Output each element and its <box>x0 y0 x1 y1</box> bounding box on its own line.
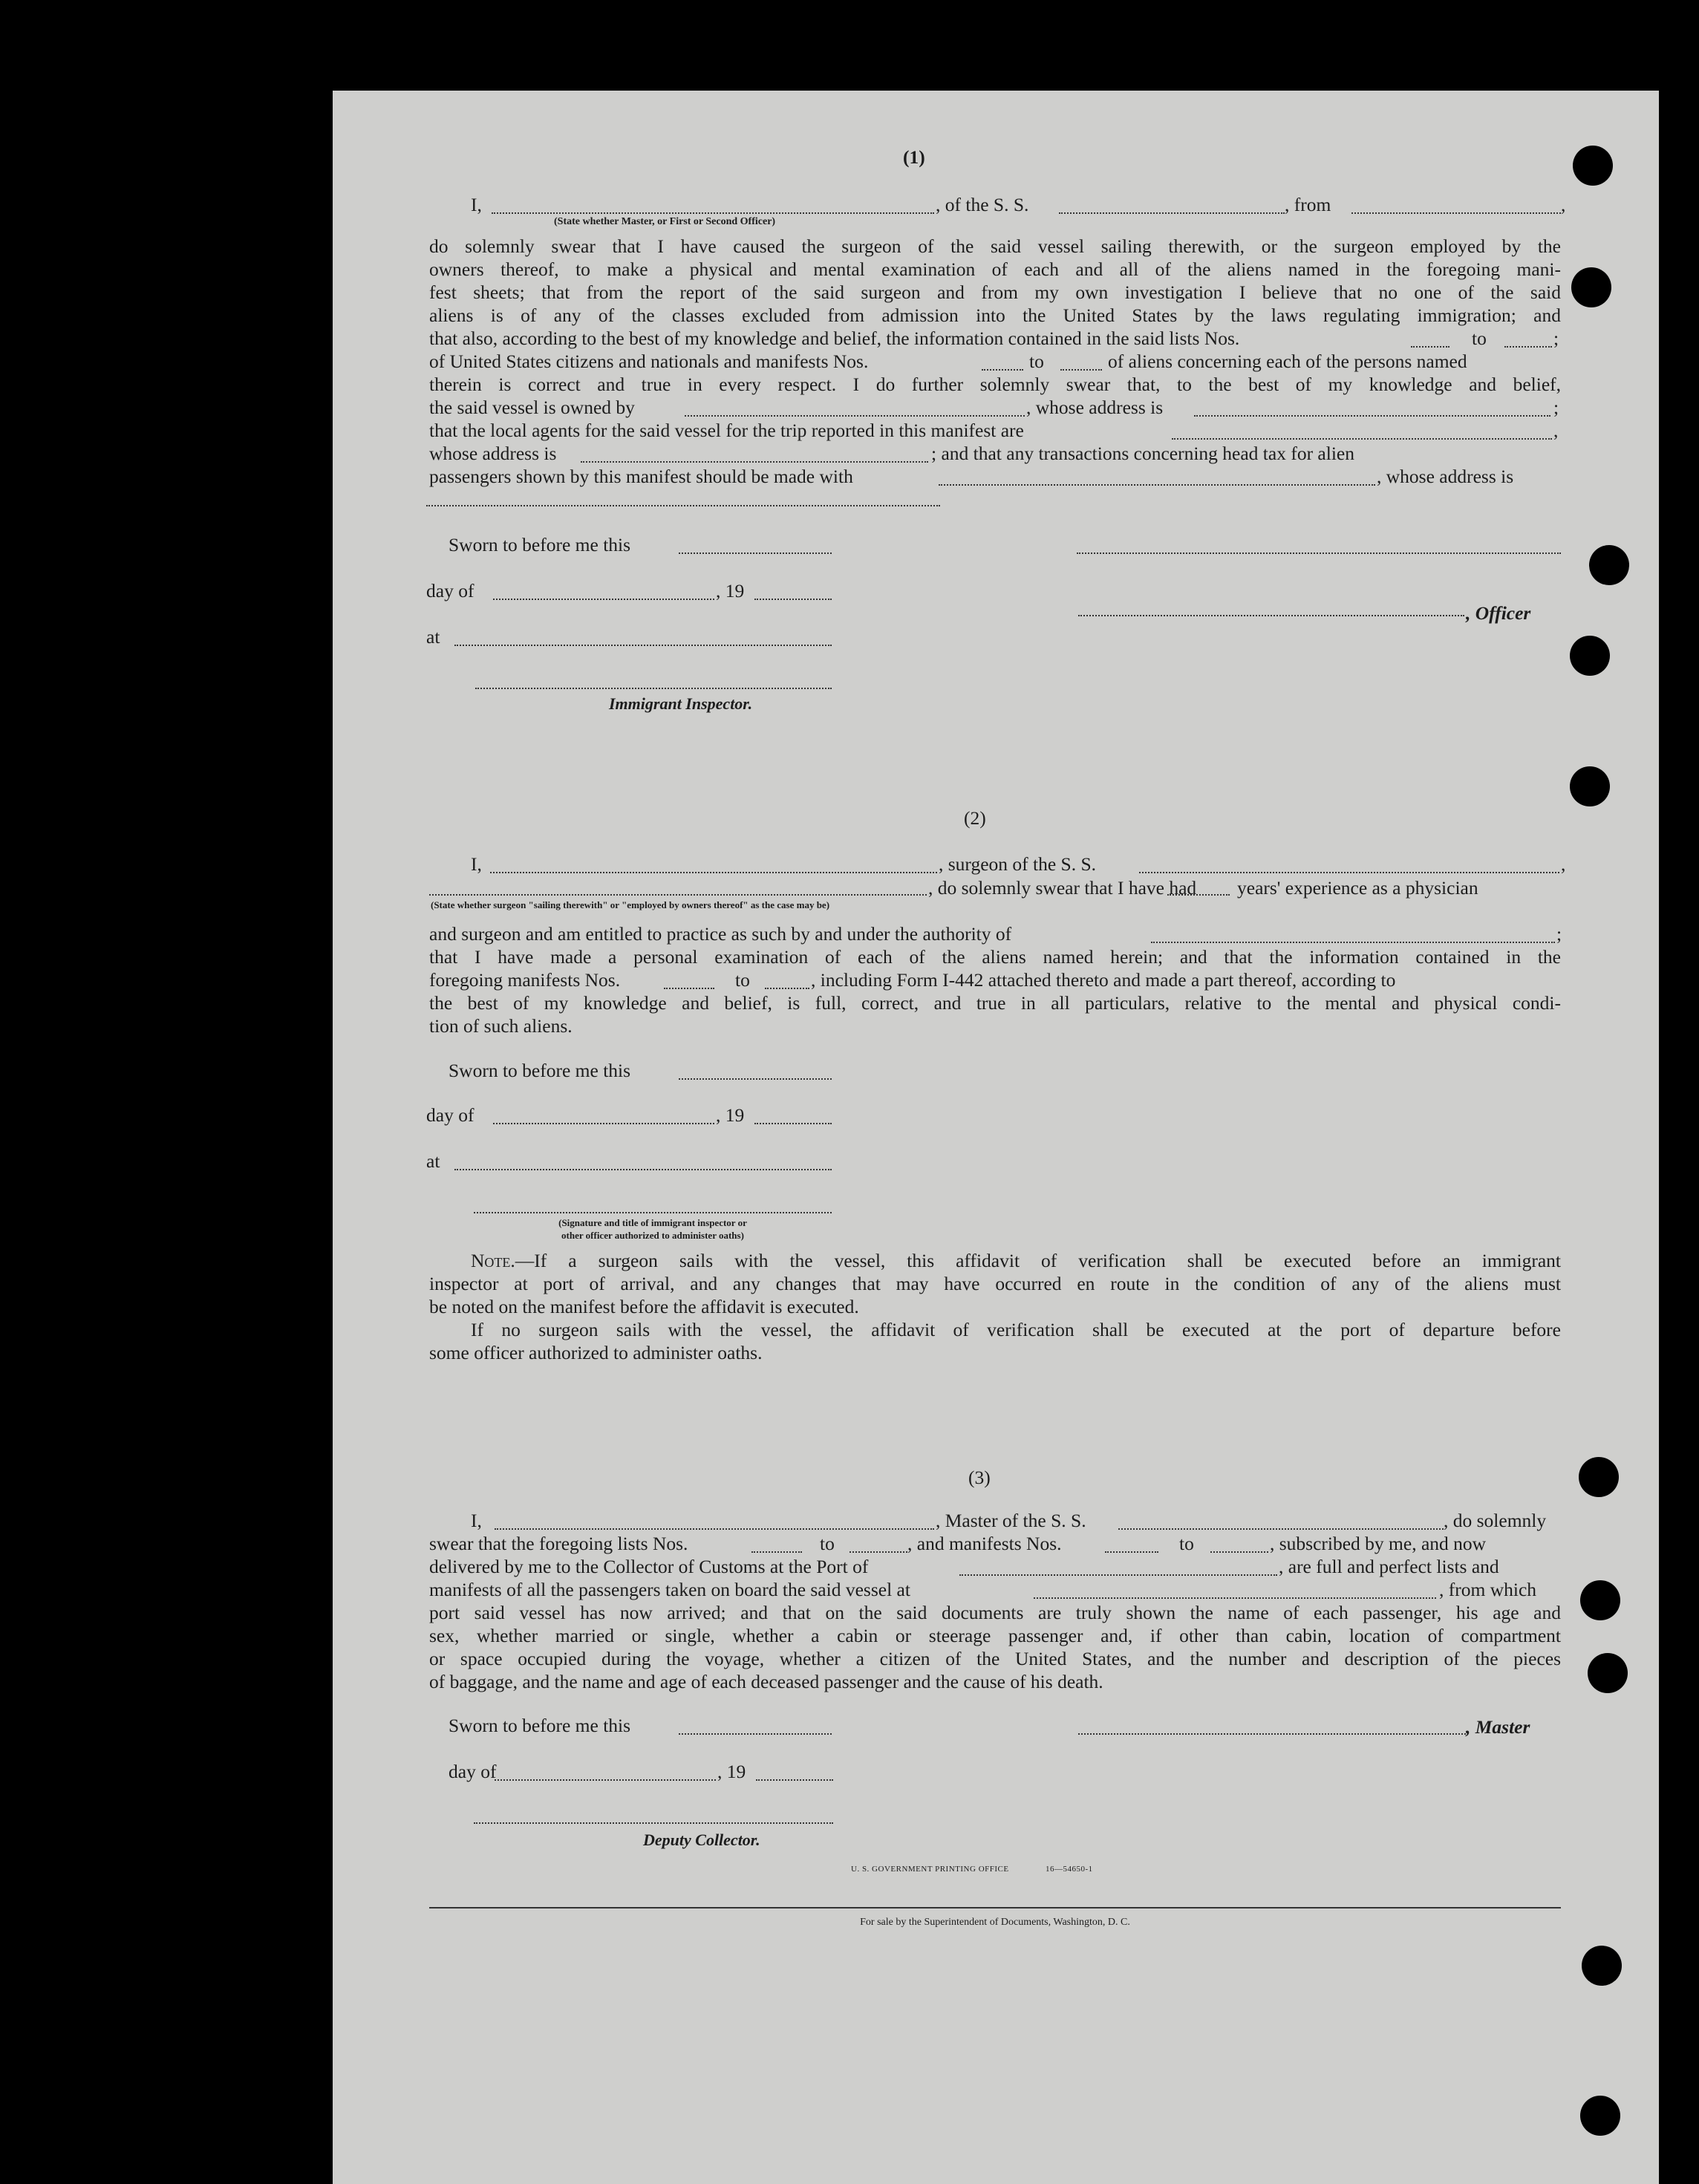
head-tax-address-blank[interactable] <box>426 505 940 506</box>
officer-title-blank[interactable] <box>1078 615 1464 616</box>
year-label: , 19 <box>716 1104 745 1126</box>
oath-line-text: , Master of the S. S. <box>936 1510 1086 1531</box>
section-3-heading: (3) <box>968 1467 991 1488</box>
year-blank[interactable] <box>756 1779 833 1781</box>
year-blank[interactable] <box>754 599 832 600</box>
oath-line-text: I, <box>471 194 482 215</box>
at-place-blank[interactable] <box>454 1169 832 1170</box>
note-label: Note. <box>471 1250 515 1271</box>
manifests-to-blank[interactable] <box>1060 369 1102 371</box>
surgeon-status-blank[interactable] <box>429 894 927 896</box>
years-experience-blank[interactable] <box>1167 894 1230 896</box>
paragraph-line: that the local agents for the said vessel for the trip reported in this manifest are <box>429 420 1024 441</box>
paragraph-line: to <box>820 1533 835 1554</box>
master-signature-blank[interactable] <box>1078 1733 1466 1735</box>
paragraph-line: the best of my knowledge and belief, is full, correct, and true in all particulars, relative to the mental and physical condi- <box>429 992 1561 1014</box>
paragraph-line: passengers shown by this manifest should be made with <box>429 466 853 487</box>
officer-signature-blank[interactable] <box>1077 552 1561 554</box>
lists-to-blank[interactable] <box>850 1551 907 1553</box>
surgeon-caption: (State whether surgeon "sailing therewith" or "employed by owners thereof" as the case may be) <box>431 899 830 910</box>
oath-line-text: , from <box>1285 194 1331 215</box>
officer-caption: (State whether Master, or First or Second Officer) <box>554 216 776 227</box>
paragraph-line: owners thereof, to make a physical and mental examination of each and all of the aliens named in the foregoing mani- <box>429 258 1561 280</box>
lists-from-blank[interactable] <box>1411 346 1449 348</box>
footer-rule <box>429 1907 1561 1908</box>
departure-port-blank[interactable] <box>1351 212 1561 214</box>
paragraph-line: to <box>1029 351 1044 372</box>
manifests-from-blank[interactable] <box>982 369 1023 371</box>
sale-notice: For sale by the Superintendent of Documents, Washington, D. C. <box>860 1917 1130 1928</box>
oath-line-text: I, <box>471 1510 482 1531</box>
punch-hole <box>1570 766 1610 806</box>
year-label: , 19 <box>717 1761 746 1782</box>
head-tax-contact-blank[interactable] <box>939 484 1375 486</box>
owner-address-blank[interactable] <box>1194 415 1550 417</box>
paragraph-line: fest sheets; that from the report of the said surgeon and from my own investigation I believe that no one of the said <box>429 281 1561 303</box>
paragraph-line: , are full and perfect lists and <box>1279 1556 1499 1577</box>
section-2-heading: (2) <box>964 807 986 829</box>
ship-name-blank[interactable] <box>1118 1528 1444 1530</box>
surgeon-name-blank[interactable] <box>490 872 937 873</box>
agents-blank[interactable] <box>1172 438 1552 440</box>
day-of-blank[interactable] <box>495 1779 716 1781</box>
manifests-to-blank[interactable] <box>1210 1551 1268 1553</box>
day-of-label: day of <box>426 580 475 602</box>
at-label: at <box>426 626 440 648</box>
paragraph-line: ; <box>1556 923 1562 945</box>
paragraph-line: aliens is of any of the classes excluded from admission into the United States by the laws regulating immigration; and <box>429 304 1561 326</box>
paragraph-line: foregoing manifests Nos. <box>429 969 621 991</box>
paragraph-line: to <box>1472 327 1487 349</box>
paragraph-line: ; and that any transactions concerning head tax for alien <box>931 443 1354 464</box>
signature-caption: (Signature and title of immigrant inspector or <box>558 1217 747 1228</box>
paragraph-line: do solemnly swear that I have caused the surgeon of the said vessel sailing therewith, or the surgeon employed by the <box>429 235 1561 257</box>
paragraph-line: ; <box>1553 397 1559 418</box>
owner-blank[interactable] <box>685 415 1025 417</box>
punch-hole <box>1580 1580 1620 1620</box>
note-line: be noted on the manifest before the affidavit is executed. <box>429 1296 859 1317</box>
paragraph-line: tion of such aliens. <box>429 1015 573 1037</box>
at-label: at <box>426 1150 440 1172</box>
paragraph-line: , and manifests Nos. <box>907 1533 1062 1554</box>
paragraph-line: of aliens concerning each of the persons named <box>1108 351 1467 372</box>
paragraph-line: that I have made a personal examination of each of the aliens named herein; and that the information contained in the <box>429 946 1561 968</box>
paragraph-line: and surgeon and am entitled to practice as such by and under the authority of <box>429 923 1012 945</box>
paragraph-line: of baggage, and the name and age of each deceased passenger and the cause of his death. <box>429 1671 1103 1692</box>
oath-line-text: , <box>1561 194 1566 215</box>
manifests-from-blank[interactable] <box>664 988 714 989</box>
note-line: some officer authorized to administer oaths. <box>429 1342 763 1363</box>
ship-name-blank[interactable] <box>1139 872 1559 873</box>
oath-line-text: , do solemnly swear that I have had <box>928 877 1197 899</box>
port-blank[interactable] <box>959 1574 1277 1576</box>
paragraph-line: or space occupied during the voyage, whether a citizen of the United States, and the number and description of the pieces <box>429 1648 1561 1669</box>
sworn-label: Sworn to before me this <box>449 1060 631 1081</box>
inspector-signature-blank[interactable] <box>475 688 832 689</box>
note-line: If no surgeon sails with the vessel, the affidavit of verification shall be executed at the port of departure before <box>471 1319 1561 1340</box>
paragraph-line: swear that the foregoing lists Nos. <box>429 1533 688 1554</box>
agents-address-blank[interactable] <box>581 461 928 463</box>
paragraph-line: that also, according to the best of my knowledge and belief, the information contained in the said lists Nos. <box>429 327 1240 349</box>
punch-hole <box>1570 636 1610 676</box>
punch-hole <box>1571 267 1611 307</box>
oath-line-text: , of the S. S. <box>936 194 1029 215</box>
section-1-heading: (1) <box>903 146 925 168</box>
embarkation-blank[interactable] <box>1034 1597 1436 1599</box>
day-of-label: day of <box>449 1761 497 1782</box>
punch-hole <box>1588 1653 1628 1693</box>
lists-to-blank[interactable] <box>1504 346 1552 348</box>
paragraph-line: manifests of all the passengers taken on board the said vessel at <box>429 1579 910 1600</box>
lists-from-blank[interactable] <box>751 1551 802 1553</box>
day-of-label: day of <box>426 1104 475 1126</box>
paragraph-line: , including Form I-442 attached thereto and made a part thereof, according to <box>811 969 1396 991</box>
collector-signature-blank[interactable] <box>474 1822 833 1824</box>
paragraph-line: , <box>1553 420 1559 441</box>
at-place-blank[interactable] <box>454 645 832 646</box>
inspector-signature-blank[interactable] <box>474 1212 832 1213</box>
note-text: —If a surgeon sails with the vessel, this affidavit of verification shall be executed before an immigrant <box>515 1250 1561 1271</box>
oath-line-text: , do solemnly <box>1444 1510 1547 1531</box>
immigrant-inspector-label: Immigrant Inspector. <box>609 694 753 713</box>
form-page <box>333 91 1659 2184</box>
day-of-blank[interactable] <box>493 599 714 600</box>
officer-label: , Officer <box>1466 602 1531 624</box>
form-code: 16—54650-1 <box>1046 1865 1093 1874</box>
year-label: , 19 <box>716 580 745 602</box>
sworn-date-blank[interactable] <box>679 1733 832 1735</box>
oath-line-text: , surgeon of the S. S. <box>939 853 1097 875</box>
punch-hole <box>1580 2096 1620 2136</box>
master-label: , Master <box>1466 1716 1530 1738</box>
paragraph-line: ; <box>1553 327 1559 349</box>
paragraph-line: the said vessel is owned by <box>429 397 635 418</box>
paragraph-line: to <box>735 969 750 991</box>
paragraph-line: delivered by me to the Collector of Customs at the Port of <box>429 1556 869 1577</box>
paragraph-line: , whose address is <box>1377 466 1514 487</box>
signature-caption: other officer authorized to administer oaths) <box>561 1230 744 1241</box>
punch-hole <box>1582 1946 1622 1986</box>
note-line: inspector at port of arrival, and any changes that may have occurred en route in the condition of any of the aliens must <box>429 1273 1561 1294</box>
sworn-label: Sworn to before me this <box>449 534 631 555</box>
note-line <box>471 1249 1561 1272</box>
ship-name-blank[interactable] <box>1059 212 1285 214</box>
paragraph-line: sex, whether married or single, whether a cabin or steerage passenger and, if other than cabin, location of compartment <box>429 1625 1561 1646</box>
paragraph-line: port said vessel has now arrived; and that on the said documents are truly shown the name of each passenger, his age and <box>429 1602 1561 1623</box>
year-blank[interactable] <box>754 1123 832 1124</box>
punch-hole <box>1573 146 1613 186</box>
paragraph-line: to <box>1179 1533 1194 1554</box>
sworn-date-blank[interactable] <box>679 1078 832 1080</box>
day-of-blank[interactable] <box>493 1123 714 1124</box>
manifests-to-blank[interactable] <box>765 988 809 989</box>
paragraph-line: , whose address is <box>1026 397 1164 418</box>
sworn-label: Sworn to before me this <box>449 1715 631 1736</box>
paragraph-line: of United States citizens and nationals and manifests Nos. <box>429 351 869 372</box>
punch-hole <box>1579 1457 1619 1497</box>
printer-imprint: U. S. GOVERNMENT PRINTING OFFICE <box>851 1865 1009 1874</box>
officer-name-blank[interactable] <box>492 212 934 214</box>
deputy-collector-label: Deputy Collector. <box>643 1831 760 1849</box>
paragraph-line: whose address is <box>429 443 557 464</box>
authority-blank[interactable] <box>1151 942 1555 943</box>
sworn-date-blank[interactable] <box>679 552 832 554</box>
punch-hole <box>1589 545 1629 585</box>
paragraph-line: , from which <box>1439 1579 1537 1600</box>
paragraph-line: , subscribed by me, and now <box>1270 1533 1487 1554</box>
oath-line-text: , <box>1561 853 1566 875</box>
manifests-from-blank[interactable] <box>1105 1551 1158 1553</box>
master-name-blank[interactable] <box>495 1528 934 1530</box>
oath-line-text: I, <box>471 853 482 875</box>
oath-line-text: years' experience as a physician <box>1237 877 1478 899</box>
paragraph-line: therein is correct and true in every respect. I do further solemnly swear that, to the best of my knowledge and belief, <box>429 374 1561 395</box>
